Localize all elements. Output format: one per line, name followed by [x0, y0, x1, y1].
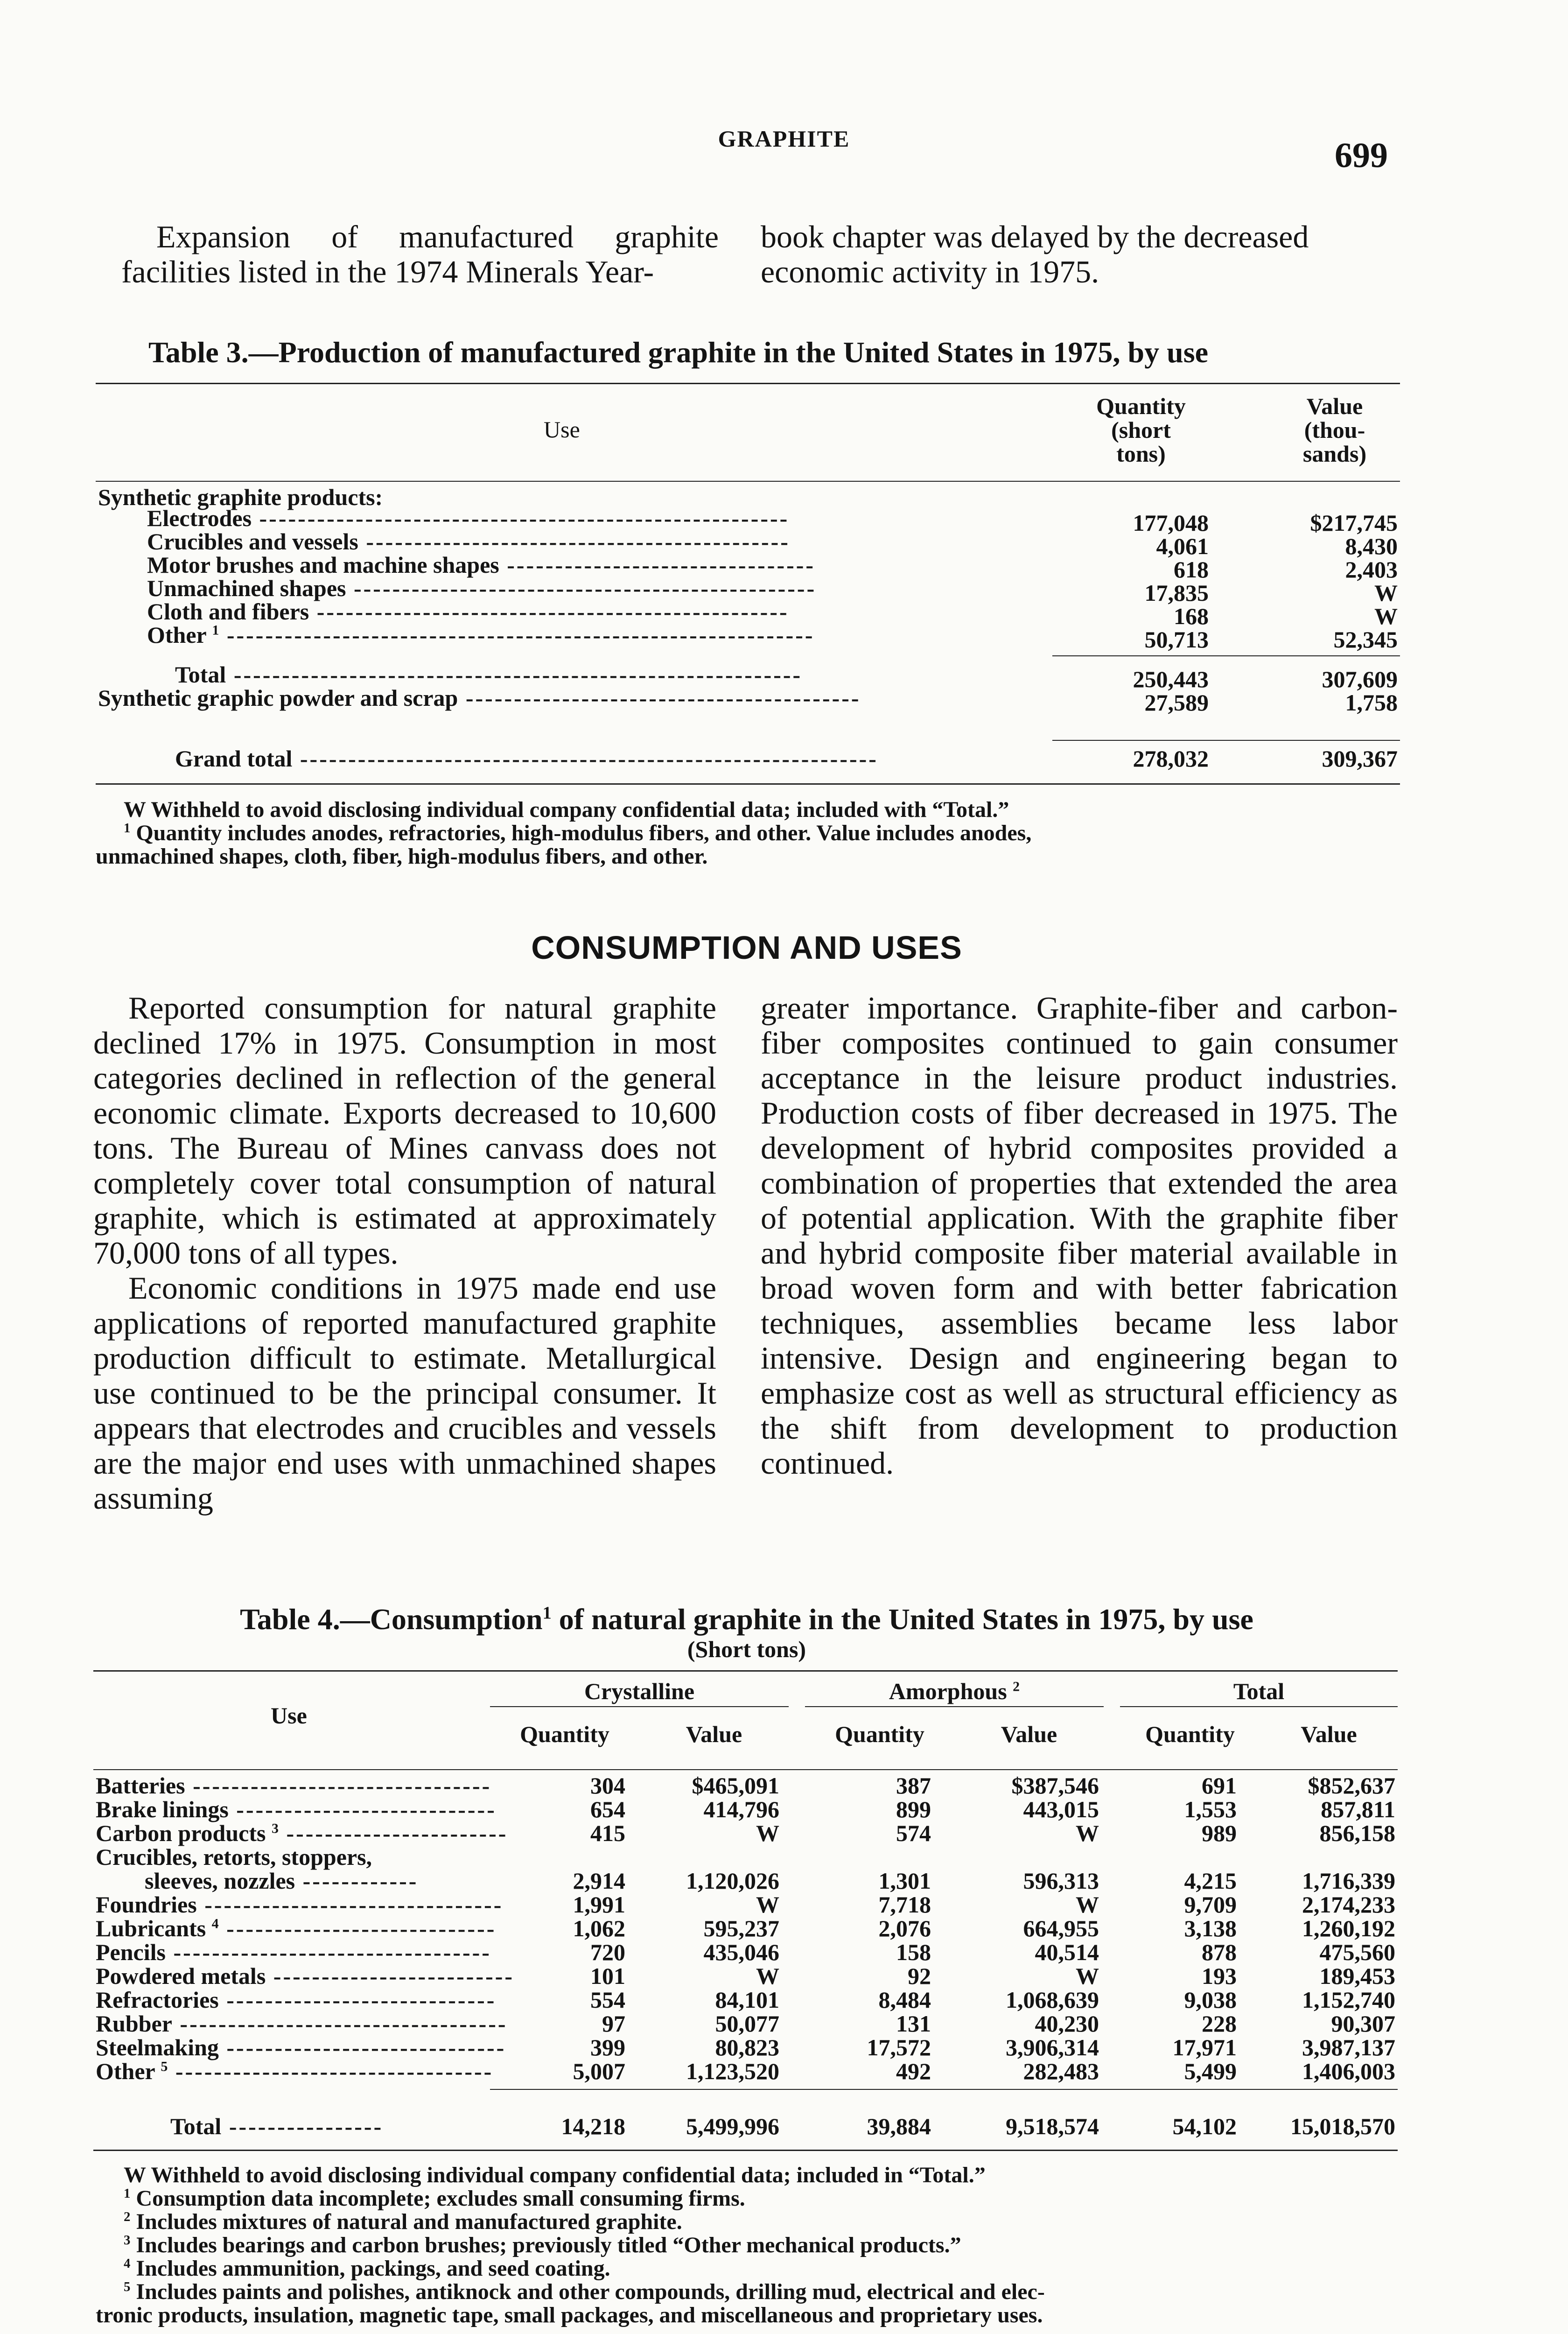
- table3-header-rule: [96, 481, 1400, 482]
- table4-row-label: sleeves, nozzles ------------: [145, 1868, 419, 1894]
- table4-cell: 5,499: [1184, 2058, 1237, 2084]
- table4-cell: 475,560: [1319, 1939, 1395, 1965]
- table4-row-label: Carbon products $^3$ -----------------------: [96, 1820, 508, 1846]
- table4-cell: 414,796: [703, 1796, 779, 1822]
- intro-right-column: [761, 219, 1395, 289]
- table4-total-label: Total: [170, 2113, 222, 2139]
- table4-note: [96, 2257, 1045, 2280]
- table4-subhead-total-qty: Quantity: [1145, 1721, 1235, 1747]
- table4-cell: 1,123,520: [686, 2058, 779, 2084]
- table3-row-qty: 4,061: [1156, 533, 1209, 559]
- table3-qty-header-line2: (short: [1111, 417, 1171, 443]
- table4-total-cell: 15,018,570: [1290, 2113, 1395, 2139]
- table4-note-mark: 1: [124, 2186, 131, 2201]
- table4-amorphous-header: [805, 1680, 1104, 1703]
- table3-row-qty: 50,713: [1144, 626, 1209, 653]
- table4-cell: W: [756, 1891, 779, 1918]
- table3-subtotal-rule: [1052, 655, 1400, 656]
- table3-row-label: Motor brushes and machine shapes --------------------------------: [147, 552, 816, 578]
- table4-total-cell: 9,518,574: [1006, 2113, 1099, 2139]
- table4-cell: 1,260,192: [1302, 1915, 1395, 1941]
- consumption-paragraph-1: Reported consumption for natural graphite declined 17% in 1975. Consumption in most categories declined in reflection of the general economic climate. Exports decreased to 10,600 tons. The Bureau of Mines canvass does not completely cover total consumption of natural graphite, which is estimated at approximately 70,000 tons of all types.: [93, 990, 716, 1271]
- table3-value-header-line2: (thou-: [1304, 417, 1365, 443]
- table4-cell: 80,823: [715, 2034, 779, 2060]
- table4-cell: 3,138: [1184, 1915, 1237, 1941]
- table3-qty-header-line3: tons): [1116, 441, 1166, 467]
- table3-qty-header: [1064, 394, 1218, 466]
- table4-cell: 50,077: [715, 2011, 779, 2037]
- table4-row-label: Brake linings ---------------------------: [96, 1796, 497, 1822]
- table4-cell: 3,987,137: [1302, 2034, 1395, 2060]
- table4-amorphous-sup: 2: [1013, 1679, 1020, 1694]
- table3-body: [96, 485, 1400, 747]
- table3-row-label: Cloth and fibers -------------------------------------------------: [147, 598, 789, 625]
- table3-row-value: 2,403: [1345, 556, 1398, 583]
- table4-subcaption: (Short tons): [687, 1636, 806, 1662]
- table4-cell: $852,637: [1308, 1772, 1395, 1799]
- table4-row-label: Foundries -------------------------------: [96, 1891, 504, 1918]
- table4-cell: W: [756, 1963, 779, 1989]
- table3-notes: [96, 798, 1031, 868]
- table4-crystalline-header: Crystalline: [584, 1678, 695, 1704]
- table4-caption-a: Table 4.—Consumption: [240, 1603, 543, 1636]
- table4-cell: 443,015: [1023, 1796, 1099, 1822]
- table3-note-1-text: Quantity includes anodes, refractories, high-modulus fibers, and other. Value includes anodes,: [136, 821, 1032, 845]
- table4-cell: 1,301: [878, 1868, 931, 1894]
- table4-cell: 228: [1202, 2011, 1237, 2037]
- table4-row-label: Refractories ----------------------------: [96, 1987, 497, 2013]
- table4-cell: 2,174,233: [1302, 1891, 1395, 1918]
- table4-note-mark: 4: [124, 2256, 131, 2271]
- table4-bottom-rule: [93, 2150, 1398, 2151]
- table3-total-qty: 250,443: [1133, 666, 1209, 692]
- section-title: CONSUMPTION AND USES: [531, 929, 962, 966]
- table4-note-text: W Withheld to avoid disclosing individual company confidential data; included in “Total.”: [124, 2163, 986, 2187]
- table4-cell: 664,955: [1023, 1915, 1099, 1941]
- table4-cell: 97: [602, 2011, 625, 2037]
- table3-qty-header-line1: Quantity: [1096, 393, 1186, 419]
- table4-cell: W: [1076, 1963, 1099, 1989]
- consumption-paragraph-2: Economic conditions in 1975 made end use applications of reported manufactured graphite production difficult to estimate. Metallurgical use continued to be the principal consumer. It appears that electrodes and crucibles and vessels are the major end uses with unmachined shapes assuming: [93, 1270, 716, 1516]
- table4-cell: 1,406,003: [1302, 2058, 1395, 2084]
- table4-caption: [0, 1602, 1493, 1637]
- table3-row-label: Crucibles and vessels --------------------------------------------: [147, 528, 790, 555]
- table4-note-text: Includes bearings and carbon brushes; previously titled “Other mechanical products.”: [136, 2233, 961, 2257]
- intro-left-column: [121, 219, 719, 289]
- consumption-right-column: [761, 991, 1398, 1481]
- table4-total-cell: 5,499,996: [686, 2113, 779, 2139]
- table4-cell: 5,007: [573, 2058, 625, 2084]
- table3-top-rule: [96, 383, 1400, 384]
- table3-powder-label: Synthetic graphic powder and scrap -----------------------------------------: [98, 685, 861, 711]
- table3-powder-qty: 27,589: [1144, 689, 1209, 716]
- table4-note-text: tronic products, insulation, magnetic tape, small packages, and miscellaneous and proprietary uses.: [96, 2303, 1043, 2327]
- table4-cell: 40,230: [1035, 2011, 1099, 2037]
- table3-row-value: 52,345: [1333, 626, 1398, 653]
- table4-cell: 8,484: [878, 1987, 931, 2013]
- table4-cell: 158: [896, 1939, 931, 1965]
- table4-cell: 878: [1202, 1939, 1237, 1965]
- table4-note: [96, 2280, 1045, 2304]
- table4-note: [96, 2210, 1045, 2234]
- table3-group-label: Synthetic graphite products:: [98, 484, 383, 510]
- table4-cell: 899: [896, 1796, 931, 1822]
- table3-row-label: Other $^1$ -------------------------------------------------------------: [147, 622, 815, 648]
- table4-cell: 1,068,639: [1006, 1987, 1099, 2013]
- table3-use-header: Use: [544, 416, 580, 443]
- table4-note-text: Includes paints and polishes, antiknock and other compounds, drilling mud, electrical and elec-: [136, 2279, 1045, 2304]
- table3-row-value: W: [1374, 603, 1398, 629]
- table4-cell: 492: [896, 2058, 931, 2084]
- table3-row-value: $217,745: [1310, 510, 1398, 536]
- table4-note: [96, 2164, 1045, 2187]
- table4-cell: 857,811: [1321, 1796, 1395, 1822]
- table3-grand-total-row: Grand total ------------------------------------------------------------ 278,032 309,367: [175, 745, 1398, 772]
- table3-total-label: Total -----------------------------------------------------------: [175, 661, 803, 688]
- table4-cell: 90,307: [1331, 2011, 1395, 2037]
- table4-note: [96, 2187, 1045, 2210]
- table3-row-label: Unmachined shapes ------------------------------------------------: [147, 575, 817, 601]
- table4-cell: 101: [590, 1963, 625, 1989]
- table4-cell: 9,038: [1184, 1987, 1237, 2013]
- consumption-left-column: [93, 991, 716, 1516]
- table3-powder-value: 1,758: [1345, 689, 1398, 716]
- table4-cell: 574: [896, 1820, 931, 1846]
- table4-cell: 92: [908, 1963, 931, 1989]
- table4-cell: 1,152,740: [1302, 1987, 1395, 2013]
- table4-cell: 691: [1202, 1772, 1237, 1799]
- table4-cell: 654: [590, 1796, 625, 1822]
- table4-subhead-crystalline-qty: Quantity: [520, 1721, 609, 1747]
- table3-value-header-line3: sands): [1302, 441, 1367, 467]
- table3-grandtotal-rule: [1052, 740, 1400, 741]
- table4-note-text: Includes ammunition, packings, and seed coating.: [136, 2256, 610, 2281]
- table4-cell: 720: [590, 1939, 625, 1965]
- table4-note: [96, 2304, 1045, 2327]
- table4-cell: 282,483: [1023, 2058, 1099, 2084]
- table3-value-header-line1: Value: [1306, 393, 1363, 419]
- table4-note-mark: 2: [124, 2209, 131, 2224]
- table3-row-value: W: [1374, 580, 1398, 606]
- table4-cell: 40,514: [1035, 1939, 1099, 1965]
- table4-total-cell: 39,884: [867, 2113, 931, 2139]
- table4-cell: 1,991: [573, 1891, 625, 1918]
- table4-subhead-crystalline-value: Value: [686, 1721, 742, 1747]
- table4-cell: 1,062: [573, 1915, 625, 1941]
- table4-cell: 554: [590, 1987, 625, 2013]
- table3-note-1: $^1$ Quantity includes anodes, refractories, high-modulus fibers, and other. Value includes anodes,: [124, 821, 1032, 845]
- table4-cell: 17,971: [1172, 2034, 1237, 2060]
- table4-cell: 7,718: [878, 1891, 931, 1918]
- intro-right-text: book chapter was delayed by the decreased economic activity in 1975.: [761, 219, 1309, 289]
- table4-row-label: Lubricants $^4$ ----------------------------: [96, 1915, 497, 1941]
- table4-cell: 2,914: [573, 1868, 625, 1894]
- table4-cell: 193: [1202, 1963, 1237, 1989]
- table4-cell: 2,076: [878, 1915, 931, 1941]
- table4-subhead-amorphous-qty: Quantity: [835, 1721, 924, 1747]
- table4-cell: 1,716,339: [1302, 1868, 1395, 1894]
- table4-cell: 1,553: [1184, 1796, 1237, 1822]
- table4-note-text: Includes mixtures of natural and manufactured graphite.: [136, 2209, 682, 2234]
- table3-bottom-rule: [96, 783, 1400, 785]
- table4-cell: 84,101: [715, 1987, 779, 2013]
- table4-caption-sup: 1: [542, 1603, 552, 1623]
- table4-cell: W: [1076, 1891, 1099, 1918]
- table4-cell: 17,572: [867, 2034, 931, 2060]
- table4-cell: W: [756, 1820, 779, 1846]
- table3-row-value: 8,430: [1345, 533, 1398, 559]
- table4-top-rule: [93, 1670, 1398, 1672]
- consumption-paragraph-3: greater importance. Graphite-fiber and carbon-fiber composites continued to gain consumer acceptance in the leisure product industries. Production costs of fiber decreased in 1975. The development of hybrid composites provided a combination of properties that extended the area of potential application. With the graphite fiber and hybrid composite fiber material available in broad woven form and with better fabrication techniques, assemblies became less labor intensive. Design and engineering began to emphasize cost as well as structural efficiency as the shift from development to production continued.: [761, 990, 1398, 1481]
- table4-caption-b: of natural graphite in the United States in 1975, by use: [551, 1603, 1253, 1636]
- table4-cell: 304: [590, 1772, 625, 1799]
- table4-total-row: Total ---------------- 14,218 5,499,996 39,884 9,518,574 54,102 15,018,570: [170, 2113, 1395, 2139]
- table4-total-rule-line: [490, 2089, 1398, 2090]
- table3-total-value: 307,609: [1322, 666, 1398, 692]
- table4-total-cell: 14,218: [561, 2113, 625, 2139]
- table4-total-rule: [1120, 1706, 1398, 1707]
- table4-header-rule: [93, 1769, 1398, 1770]
- table4-note: [96, 2234, 1045, 2257]
- table3-grand-total-qty: 278,032: [1133, 745, 1209, 772]
- table4-subhead-amorphous-value: Value: [1001, 1721, 1057, 1747]
- table4-cell: 189,453: [1319, 1963, 1395, 1989]
- table3-grand-total-value: 309,367: [1322, 745, 1398, 772]
- table4-amorphous-label: Amorphous: [889, 1678, 1007, 1704]
- table4-row-label: Other $^5$ ---------------------------------: [96, 2058, 494, 2084]
- table3-grand-total-label: Grand total: [175, 745, 293, 772]
- table4-cell: 9,709: [1184, 1891, 1237, 1918]
- table3-note-1-cont: unmachined shapes, cloth, fiber, high-modulus fibers, and other.: [96, 844, 708, 869]
- table4-note-mark: 5: [124, 2279, 131, 2294]
- table3-caption: Table 3.—Production of manufactured graphite in the United States in 1975, by use: [148, 336, 1208, 369]
- table4-use-header: Use: [271, 1702, 307, 1729]
- table3-row-label: Electrodes -------------------------------------------------------: [147, 505, 790, 531]
- table4-cell: 989: [1202, 1820, 1237, 1846]
- table4-row-label: Crucibles, retorts, stoppers,: [96, 1844, 372, 1870]
- table4-cell: 596,313: [1023, 1868, 1099, 1894]
- table4-row-label: Batteries -------------------------------: [96, 1772, 492, 1799]
- table3-note-w: W Withheld to avoid disclosing individual company confidential data; included with “Total.”: [124, 797, 1009, 822]
- table4-crystalline-rule: [490, 1706, 789, 1707]
- table4-cell: 131: [896, 2011, 931, 2037]
- table4-cell: $465,091: [692, 1772, 779, 1799]
- table3-value-header: [1258, 394, 1412, 466]
- table4-cell: $387,546: [1011, 1772, 1099, 1799]
- intro-left-text: Expansion of manufactured graphite facilities listed in the 1974 Minerals Year-: [121, 219, 719, 289]
- table4-cell: 1,120,026: [686, 1868, 779, 1894]
- table4-subhead-total-value: Value: [1301, 1721, 1357, 1747]
- table4-row-label: Powdered metals -------------------------: [96, 1963, 515, 1989]
- table4-cell: W: [1076, 1820, 1099, 1846]
- running-header: GRAPHITE: [718, 126, 850, 152]
- table4-cell: 435,046: [703, 1939, 779, 1965]
- table3-header: [96, 390, 1400, 483]
- table4-cell: 595,237: [703, 1915, 779, 1941]
- table4-total-cell: 54,102: [1172, 2113, 1237, 2139]
- table4-total-header: Total: [1233, 1678, 1285, 1704]
- table4-note-text: Consumption data incomplete; excludes small consuming firms.: [136, 2186, 745, 2211]
- table4-notes: [96, 2164, 1045, 2327]
- table4-row-label: Pencils ---------------------------------: [96, 1939, 491, 1965]
- table4-row-label: Steelmaking -----------------------------: [96, 2034, 506, 2060]
- table4-cell: 387: [896, 1772, 931, 1799]
- table4-cell: 3,906,314: [1006, 2034, 1099, 2060]
- page-number: 699: [1335, 136, 1388, 175]
- table4-note-mark: 3: [124, 2233, 131, 2248]
- table4-header: [93, 1676, 1398, 1767]
- table4-cell: 399: [590, 2034, 625, 2060]
- table3-row-qty: 17,835: [1144, 580, 1209, 606]
- table4-cell: 415: [590, 1820, 625, 1846]
- table4-body: [93, 1774, 1398, 2101]
- table4-cell: 4,215: [1184, 1868, 1237, 1894]
- table4-cell: 856,158: [1319, 1820, 1395, 1846]
- table3-row-qty: 618: [1174, 556, 1209, 583]
- table3-row-qty: 168: [1174, 603, 1209, 629]
- table3-row-qty: 177,048: [1133, 510, 1209, 536]
- table4-amorphous-rule: [805, 1706, 1104, 1707]
- table4-row-label: Rubber ----------------------------------: [96, 2011, 508, 2037]
